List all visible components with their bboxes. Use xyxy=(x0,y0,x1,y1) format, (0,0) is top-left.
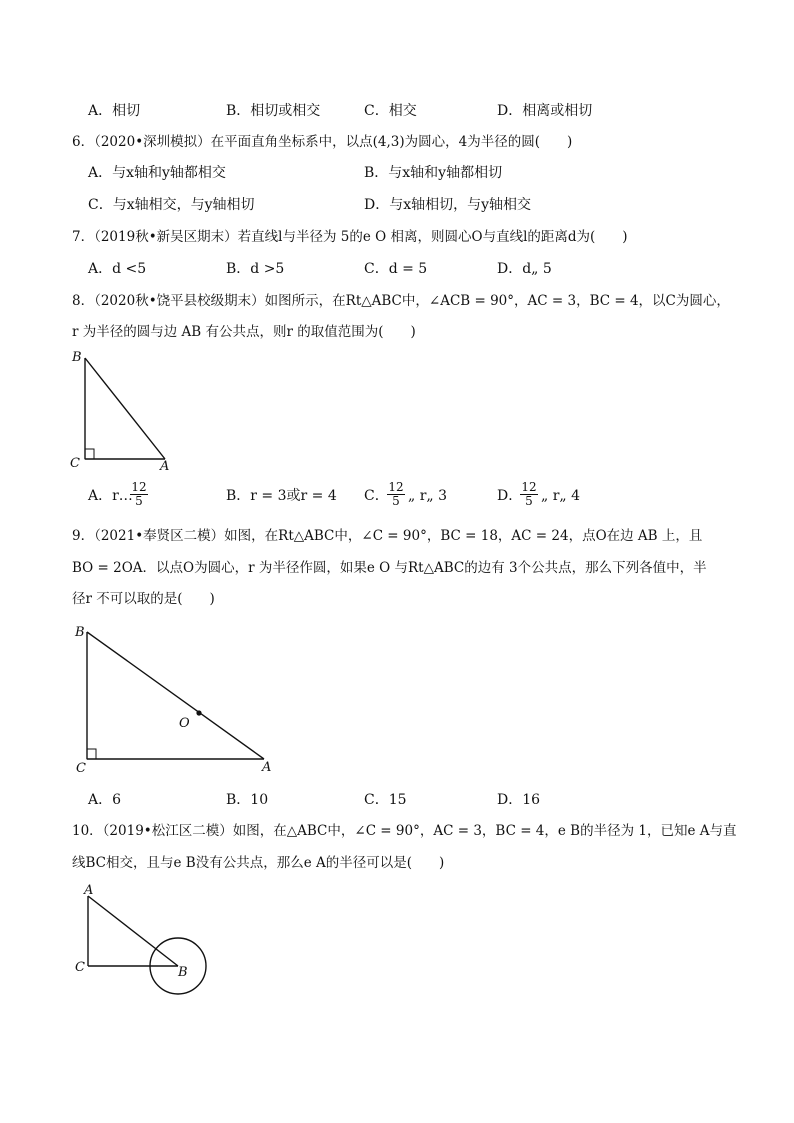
q10-label-a: A xyxy=(84,883,94,898)
fraction-numerator: 12 xyxy=(388,480,404,494)
q8-label-b: B xyxy=(72,350,82,365)
q6-stem: 6．（2020•深圳模拟）在平面直角坐标系中，以点(4,3)为圆心，4为半径的圆( ) xyxy=(72,134,573,150)
q8-option-a-text: A．r… xyxy=(88,488,133,504)
fraction-numerator: 12 xyxy=(131,480,147,494)
q9-option-a: A．6 xyxy=(88,792,122,808)
q8-stem-line2: r 为半径的圆与边 AB 有公共点，则r 的取值范围为( ) xyxy=(72,324,416,340)
q7-option-b: B．d >5 xyxy=(226,261,285,277)
q8-option-a-fraction xyxy=(130,481,148,508)
q9-label-c: C xyxy=(76,761,86,776)
q6-option-d: D．与x轴相切，与y轴相交 xyxy=(364,197,532,213)
q8-option-a xyxy=(88,487,133,505)
q9-stem-line3: 径r 不可以取的是( ) xyxy=(72,591,215,607)
q8-option-d-prefix: D． xyxy=(497,488,523,504)
q8-stem-line1: 8．（2020秋•饶平县校级期末）如图所示，在Rt△ABC中，∠ACB = 90°，AC = 3，BC = 4，以C为圆心， xyxy=(72,293,730,309)
q8-label-a: A xyxy=(160,459,170,474)
q5-option-b: B．相切或相交 xyxy=(226,103,321,119)
fraction-denominator: 5 xyxy=(135,494,143,508)
q5-option-a: A．相切 xyxy=(88,103,141,119)
q10-stem-line2: 线BC相交，且与e B没有公共点，那么e A的半径可以是( ) xyxy=(72,855,445,871)
q9-option-c: C．15 xyxy=(364,792,407,808)
q9-figure-triangle xyxy=(60,620,290,780)
q9-stem-line2: BO = 2OA．以点O为圆心，r 为半径作圆，如果e O 与Rt△ABC的边有 3个公共点，那么下列各值中，半 xyxy=(72,560,707,576)
q8-option-d-fraction xyxy=(520,481,538,508)
fraction-denominator: 5 xyxy=(392,494,400,508)
q8-option-c-fraction xyxy=(387,481,405,508)
q6-option-a: A．与x轴和y轴都相交 xyxy=(88,165,226,181)
q8-option-c-suffix: „ r„ 3 xyxy=(408,488,448,504)
q8-option-b: B．r = 3或r = 4 xyxy=(226,488,337,504)
q10-stem-line1: 10．（2019•松江区二模）如图，在△ABC中，∠C = 90°，AC = 3，BC = 4，e B的半径为 1，已知e A与直 xyxy=(72,823,737,839)
q9-label-b: B xyxy=(75,625,85,640)
q7-option-a: A．d <5 xyxy=(88,261,147,277)
q10-label-b: B xyxy=(178,965,188,980)
q9-stem-line1: 9．（2021•奉贤区二模）如图，在Rt△ABC中，∠C = 90°，BC = 18，AC = 24，点O在边 AB 上，且 xyxy=(72,528,703,544)
q10-label-c: C xyxy=(75,960,85,975)
q7-stem: 7．（2019秋•新吴区期末）若直线l与半径为 5的e O 相离，则圆心O与直线l的距离d为( ) xyxy=(72,229,628,245)
q8-figure-triangle xyxy=(60,345,180,475)
q9-option-d: D．16 xyxy=(497,792,541,808)
fraction-numerator: 12 xyxy=(521,480,537,494)
q8-option-d-suffix: „ r„ 4 xyxy=(541,488,581,504)
q8-label-c: C xyxy=(70,456,80,471)
q9-label-o: O xyxy=(179,716,190,731)
q5-option-d: D．相离或相切 xyxy=(497,103,593,119)
fraction-denominator: 5 xyxy=(525,494,533,508)
q9-option-b: B．10 xyxy=(226,792,269,808)
q9-label-a: A xyxy=(262,760,272,775)
q6-option-c: C．与x轴相交，与y轴相切 xyxy=(88,197,255,213)
q6-option-b: B．与x轴和y轴都相切 xyxy=(364,165,503,181)
q5-option-c: C．相交 xyxy=(364,103,417,119)
q10-figure-triangle-circle xyxy=(60,880,230,1000)
q7-option-c: C．d = 5 xyxy=(364,261,428,277)
q7-option-d: D．d„ 5 xyxy=(497,261,552,277)
q8-option-c-prefix: C． xyxy=(364,488,389,504)
